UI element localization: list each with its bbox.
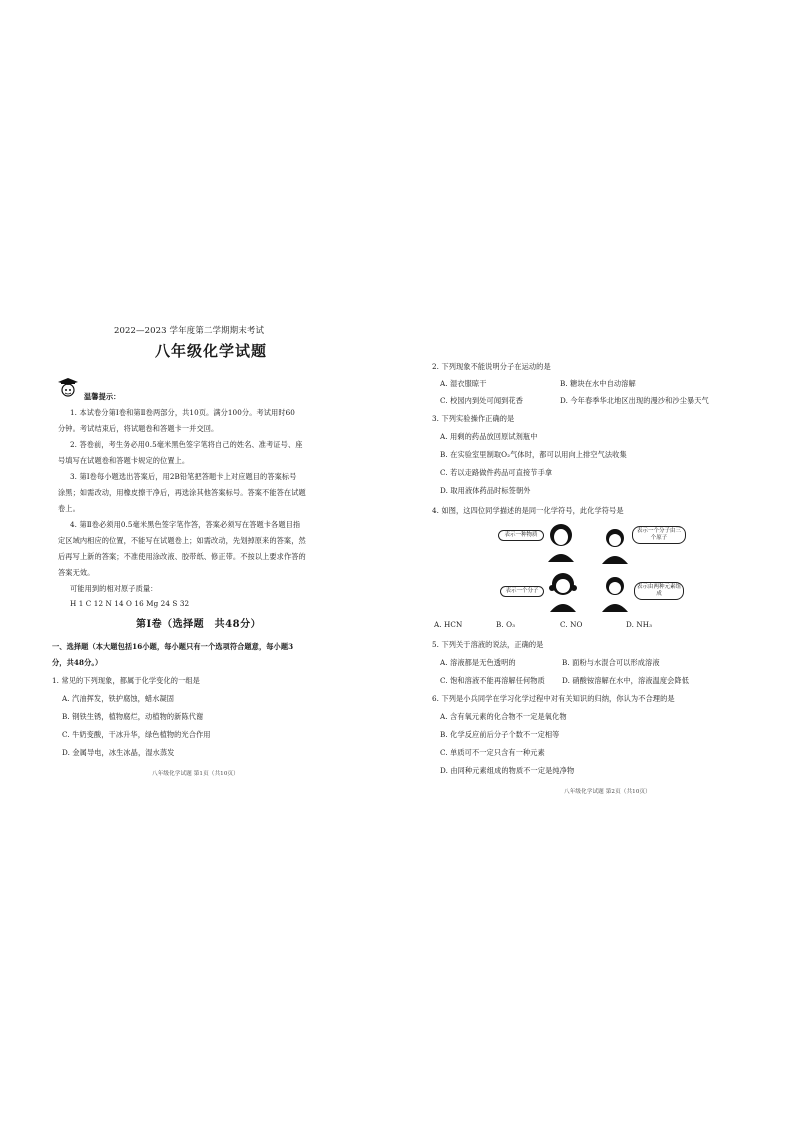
q5-option: D. 硝酸铵溶解在水中，溶液温度会降低 <box>562 676 689 685</box>
tip-line: 1. 本试卷分第Ⅰ卷和第Ⅱ卷两部分，共10页。满分100分。考试用时60 <box>70 408 295 417</box>
student-figure-icon <box>600 576 630 612</box>
q4-option: C. NO <box>560 620 583 629</box>
student-figure-icon <box>600 528 630 564</box>
right-page <box>412 350 772 798</box>
q1-option: B. 钢铁生锈，植物腐烂，动植物的新陈代谢 <box>62 712 204 721</box>
speech-bubble: 表示由两种元素组成 <box>634 582 684 600</box>
tip-heading: 温馨提示： <box>84 392 121 401</box>
q1-option: C. 牛奶变酸，干冰升华，绿色植物的光合作用 <box>62 730 211 739</box>
tip-line: 定区域内相应的位置，不能写在试题卷上；如需改动，先划掉原来的答案，然 <box>58 536 306 545</box>
q4-option: B. O₃ <box>496 620 516 629</box>
q4-stem: 4. 如图，这四位同学描述的是同一化学符号，此化学符号是 <box>432 506 624 515</box>
q1-stem: 1. 常见的下列现象，都属于化学变化的一组是 <box>52 676 200 685</box>
q5-option: A. 溶液都是无色透明的 <box>440 658 516 667</box>
q5-stem: 5. 下列关于溶液的说法，正确的是 <box>432 640 544 649</box>
atomic-mass-label: 可能用到的相对原子质量： <box>70 584 158 593</box>
page-footer: 八年级化学试题 第2页（共10页） <box>564 789 651 795</box>
q4-option: D. NH₃ <box>626 620 653 629</box>
student-figure-icon <box>544 522 578 562</box>
tip-line: 号填写在试题卷和答题卡规定的位置上。 <box>58 456 190 465</box>
q2-option: C. 校园内到处可闻到花香 <box>440 396 523 405</box>
q3-option: A. 用剩的药品放回原试剂瓶中 <box>440 432 538 441</box>
tip-line: 答案无效。 <box>58 568 95 577</box>
q3-option: C. 若以走路做件药品可直接节手拿 <box>440 468 553 477</box>
part1-instructions: 一、选择题（本大题包括16小题，每小题只有一个选项符合题意，每小题3 <box>52 642 294 651</box>
q2-stem: 2. 下列现象不能说明分子在运动的是 <box>432 362 551 371</box>
page-footer: 八年级化学试题 第1页（共10页） <box>152 771 239 777</box>
part1-instructions: 分，共48分。） <box>52 658 103 667</box>
speech-bubble: 表示一个分子 <box>500 586 544 597</box>
tip-line: 后再写上新的答案；不准使用涂改液、胶带纸、修正带。不按以上要求作答的 <box>58 552 306 561</box>
q1-option: D. 金属导电，冰生冰晶，湿水蒸发 <box>62 748 175 757</box>
speech-bubble: 表示一个分子由三个原子 <box>632 526 686 544</box>
mascot-icon <box>58 378 80 398</box>
student-figure-icon <box>546 572 580 612</box>
q6-option: B. 化学反应前后分子个数不一定相等 <box>440 730 560 739</box>
q2-option: A. 湿衣服晾干 <box>440 379 487 388</box>
speech-bubble: 表示一种物质 <box>498 530 544 541</box>
q3-stem: 3. 下列实验操作正确的是 <box>432 414 515 423</box>
section-title: 第Ⅰ卷（选择题 共48分） <box>136 619 262 630</box>
q6-option: A. 含有氧元素的化合物不一定是氧化物 <box>440 712 567 721</box>
tip-line: 分钟。考试结束后，将试题卷和答题卡一并交回。 <box>58 424 219 433</box>
left-page <box>48 318 388 798</box>
q5-option: C. 饱和溶液不能再溶解任何物质 <box>440 676 545 685</box>
q3-option: D. 取用液体药品时标签朝外 <box>440 486 531 495</box>
tip-line: 3. 第Ⅰ卷每小题选出答案后，用2B铅笔把答题卡上对应题目的答案标号 <box>70 472 297 481</box>
tip-line: 2. 答卷前，考生务必用0.5毫米黑色签字笔将自己的姓名、准考证号、座 <box>70 440 303 449</box>
q5-option: B. 面粉与水混合可以形成溶液 <box>562 658 660 667</box>
tip-line: 4. 第Ⅱ卷必须用0.5毫米黑色签字笔作答，答案必须写在答题卡各题目指 <box>70 520 301 529</box>
q3-option: B. 在实验室里制取O₂气体时，都可以用向上排空气法收集 <box>440 450 627 459</box>
exam-year-line: 2022—2023 学年度第二学期期末考试 <box>114 326 265 336</box>
q2-option: B. 糖块在水中自动溶解 <box>560 379 636 388</box>
q6-option: D. 由同种元素组成的物质不一定是纯净物 <box>440 766 575 775</box>
exam-title: 八年级化学试题 <box>155 342 268 360</box>
q4-figure <box>496 522 692 614</box>
q4-option: A. HCN <box>434 620 463 629</box>
q2-option: D. 今年春季华北地区出现的漫沙和沙尘暴天气 <box>560 396 709 405</box>
q1-option: A. 汽油挥发，铁护腐蚀，蜡水凝固 <box>62 694 175 703</box>
q6-option: C. 单质可不一定只含有一种元素 <box>440 748 545 757</box>
tip-line: 涂黑；如需改动，用橡皮擦干净后，再选涂其他答案标号。答案不能答在试题 <box>58 488 306 497</box>
tip-line: 卷上。 <box>58 504 80 513</box>
atomic-mass-values: H 1 C 12 N 14 O 16 Mg 24 S 32 <box>70 599 190 608</box>
q6-stem: 6. 下列是小兵同学在学习化学过程中对有关知识的归纳，你认为不合理的是 <box>432 694 675 703</box>
